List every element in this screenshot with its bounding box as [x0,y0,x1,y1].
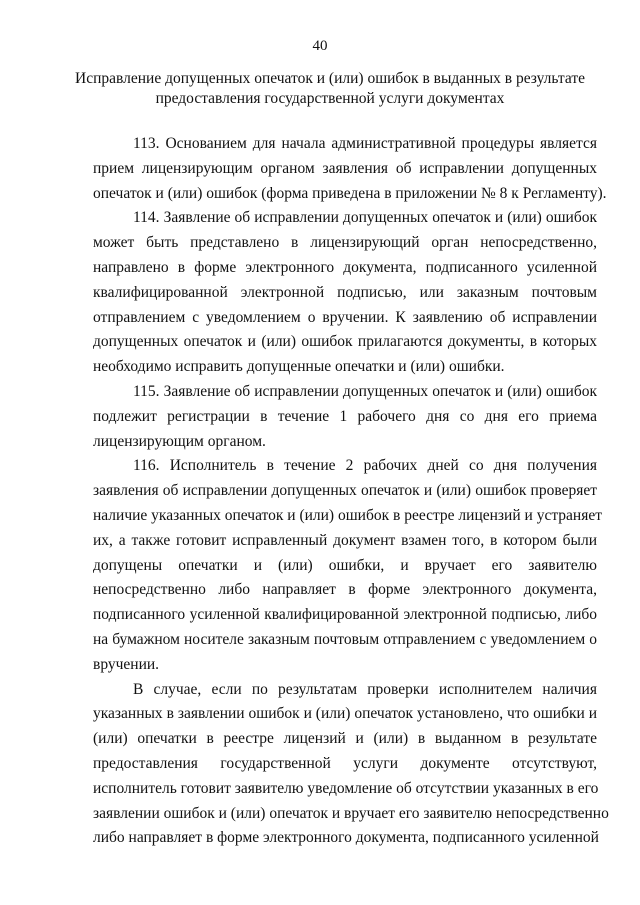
paragraph-line: непосредственно либо направляет в форме электронного документа, [93,581,597,599]
paragraph-line: либо направляет в форме электронного документа, подписанного усиленной [93,829,599,847]
paragraph-line: 113. Основанием для начала административной процедуры является [133,135,597,152]
paragraph-line: заявления об исправлении допущенных опечаток и (или) ошибок проверяет [93,482,597,500]
paragraph-line: квалифицированной электронной подписью, или заказным почтовым [93,283,597,301]
paragraph-line: указанных в заявлении ошибок и (или) опечаток установлено, что ошибки и [93,705,597,723]
paragraph-line: лицензирующим органом. [93,432,266,450]
paragraph-line: предоставления государственной услуги документе отсутствуют, [93,754,597,772]
paragraph-line: вручении. [93,655,160,673]
paragraph-line: может быть представлено в лицензирующий орган непосредственно, [93,234,597,252]
paragraph-line: их, а также готовит исправленный документ взамен того, в котором были [93,531,597,549]
paragraph-line: отправлением с уведомлением о вручении. К заявлению об исправлении [93,308,597,326]
paragraph-line: направлено в форме электронного документа, подписанного усиленной [93,258,597,276]
body-text [93,132,609,851]
paragraph-line: подписанного усиленной квалифицированной электронной подписью, либо [93,606,597,624]
paragraph-line: 116. Исполнитель в течение 2 рабочих дней со дня получения [133,457,597,475]
section-heading [60,69,600,109]
heading-line: Исправление допущенных опечаток и (или) ошибок в выданных в результате [75,70,585,87]
paragraph-line: (или) опечатки в реестре лицензий и (или) в выданном в результате [93,730,597,748]
paragraph-line: прием лицензирующим органом заявления об исправлении допущенных [93,159,597,177]
heading-line: предоставления государственной услуги документах [155,90,505,107]
paragraph-line: 114. Заявление об исправлении допущенных опечаток и (или) ошибок [133,209,597,227]
paragraph-line: исполнитель готовит заявителю уведомление об отсутствии указанных в его [93,779,599,797]
paragraph-line: на бумажном носителе заказным почтовым отправлением с уведомлением о [93,630,597,648]
paragraph-line: необходимо исправить допущенные опечатки и (или) ошибки. [93,358,505,376]
paragraph-line: подлежит регистрации в течение 1 рабочего дня со дня его приема [93,407,597,425]
paragraph-line: допущенных опечаток и (или) ошибок прилагаются документы, в которых [93,333,597,351]
paragraph-line: В случае, если по результатам проверки исполнителем наличия [133,680,597,698]
page-number: 40 [312,38,328,54]
paragraph-line: заявлении ошибок и (или) опечаток и вручает его заявителю непосредственно [93,804,609,822]
paragraph-line: опечаток и (или) ошибок (форма приведена в приложении № 8 к Регламенту). [93,184,607,202]
paragraph-line: 115. Заявление об исправлении допущенных опечаток и (или) ошибок [133,382,597,400]
paragraph-line: допущены опечатки и (или) ошибки, и вручает его заявителю [93,556,597,574]
paragraph-line: наличие указанных опечаток и (или) ошибок в реестре лицензий и устраняет [93,506,602,524]
